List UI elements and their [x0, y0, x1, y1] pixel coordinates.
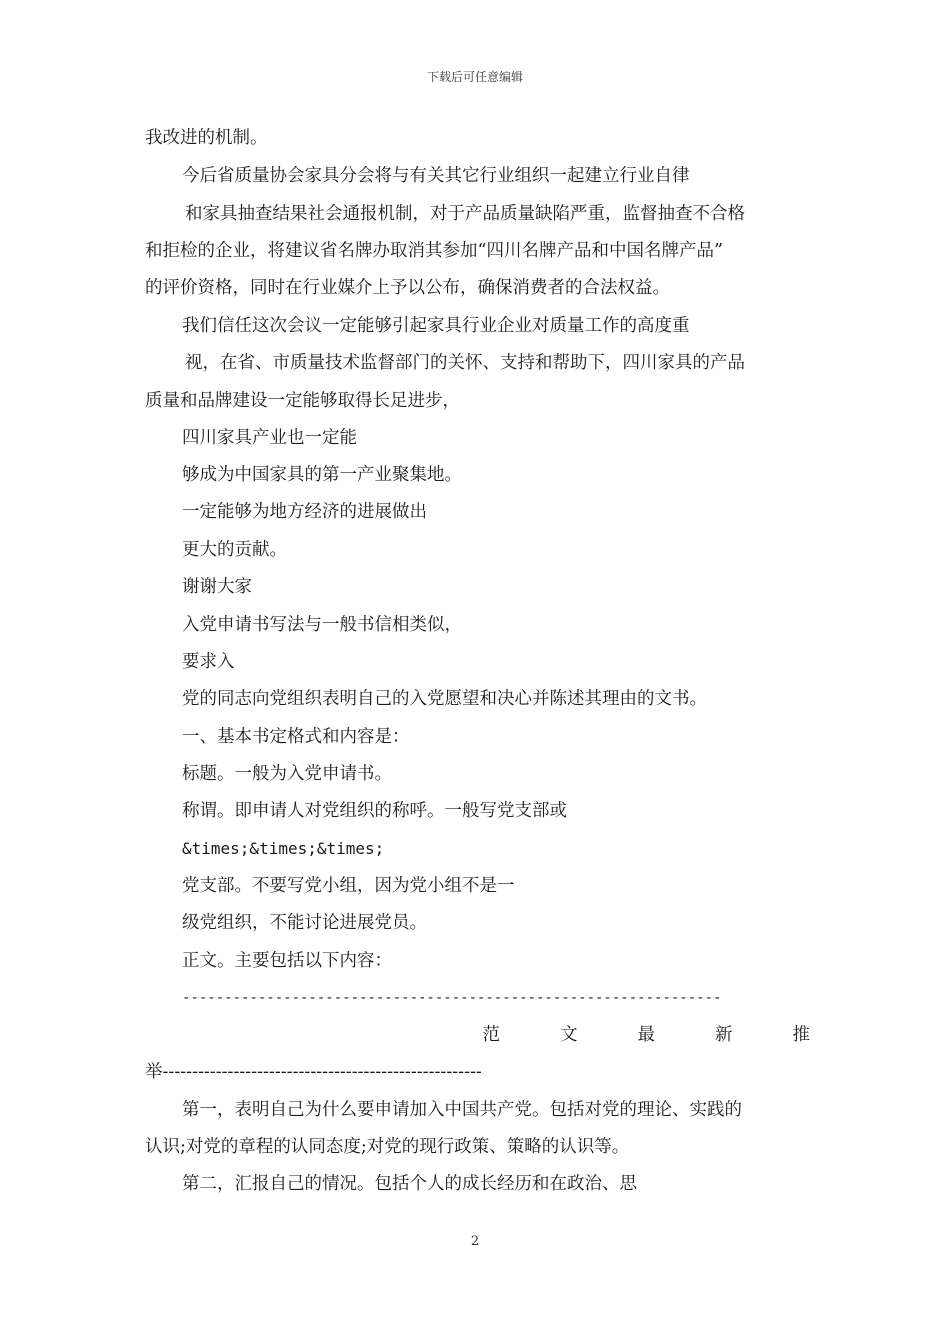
text-line: 正文。主要包括以下内容： — [182, 951, 392, 971]
text-line: 入党申请书写法与一般书信相类似， — [182, 615, 462, 635]
page-number: 2 — [470, 1234, 480, 1249]
text-line: 第二，汇报自己的情况。包括个人的成长经历和在政治、思 — [182, 1174, 637, 1194]
text-line: 一、基本书定格式和内容是： — [182, 727, 410, 747]
text-line: 够成为中国家具的第一产业聚集地。 — [182, 465, 462, 485]
text-line: 党的同志向党组织表明自己的入党愿望和决心并陈述其理由的文书。 — [182, 689, 707, 709]
separator-line: ---------------------------------------------------------------- — [182, 990, 722, 1006]
heading-char: 新 — [715, 1025, 733, 1045]
section-heading — [145, 1023, 810, 1047]
text-line: 第一，表明自己为什么要申请加入中国共产党。包括对党的理论、实践的 — [182, 1100, 742, 1120]
text-line: 认识;对党的章程的认同态度;对党的现行政策、策略的认识等。 — [145, 1137, 630, 1157]
page-header: 下载后可任意编辑 — [426, 70, 523, 84]
text-line: 党支部。不要写党小组，因为党小组不是一 — [182, 876, 515, 896]
text-line: 称谓。即申请人对党组织的称呼。一般写党支部或 — [182, 801, 567, 821]
text-line: 我们信任这次会议一定能够引起家具行业企业对质量工作的高度重 — [182, 316, 690, 336]
text-line: 标题。一般为入党申请书。 — [182, 764, 392, 784]
text-line: 谢谢大家 — [182, 577, 252, 597]
text-line: 质量和品牌建设一定能够取得长足进步， — [145, 391, 460, 411]
text-line: 和拒检的企业，将建议省名牌办取消其参加“四川名牌产品和中国名牌产品” — [145, 241, 723, 261]
heading-tail: 举------------------------------------------------------ — [145, 1062, 482, 1082]
text-line: 级党组织，不能讨论进展党员。 — [182, 913, 427, 933]
text-line: &times;&times;&times; — [182, 839, 385, 858]
text-line: 和家具抽查结果社会通报机制，对于产品质量缺陷严重，监督抽查不合格 — [185, 204, 745, 224]
text-line: 一定能够为地方经济的进展做出 — [182, 502, 427, 522]
heading-char: 推 — [792, 1025, 810, 1045]
heading-char: 文 — [560, 1025, 578, 1045]
section-heading-tail — [145, 1060, 482, 1084]
text-line: 视，在省、市质量技术监督部门的关怀、支持和帮助下，四川家具的产品 — [185, 353, 745, 373]
text-line: 我改进的机制。 — [145, 128, 268, 148]
heading-char: 最 — [637, 1025, 655, 1045]
text-line: 要求入 — [182, 652, 235, 672]
text-line: 更大的贡献。 — [182, 540, 287, 560]
text-line: 的评价资格，同时在行业媒介上予以公布，确保消费者的合法权益。 — [145, 278, 670, 298]
heading-char: 范 — [482, 1025, 500, 1045]
text-line: 四川家具产业也一定能 — [182, 428, 357, 448]
text-line: 今后省质量协会家具分会将与有关其它行业组织一起建立行业自律 — [182, 166, 690, 186]
